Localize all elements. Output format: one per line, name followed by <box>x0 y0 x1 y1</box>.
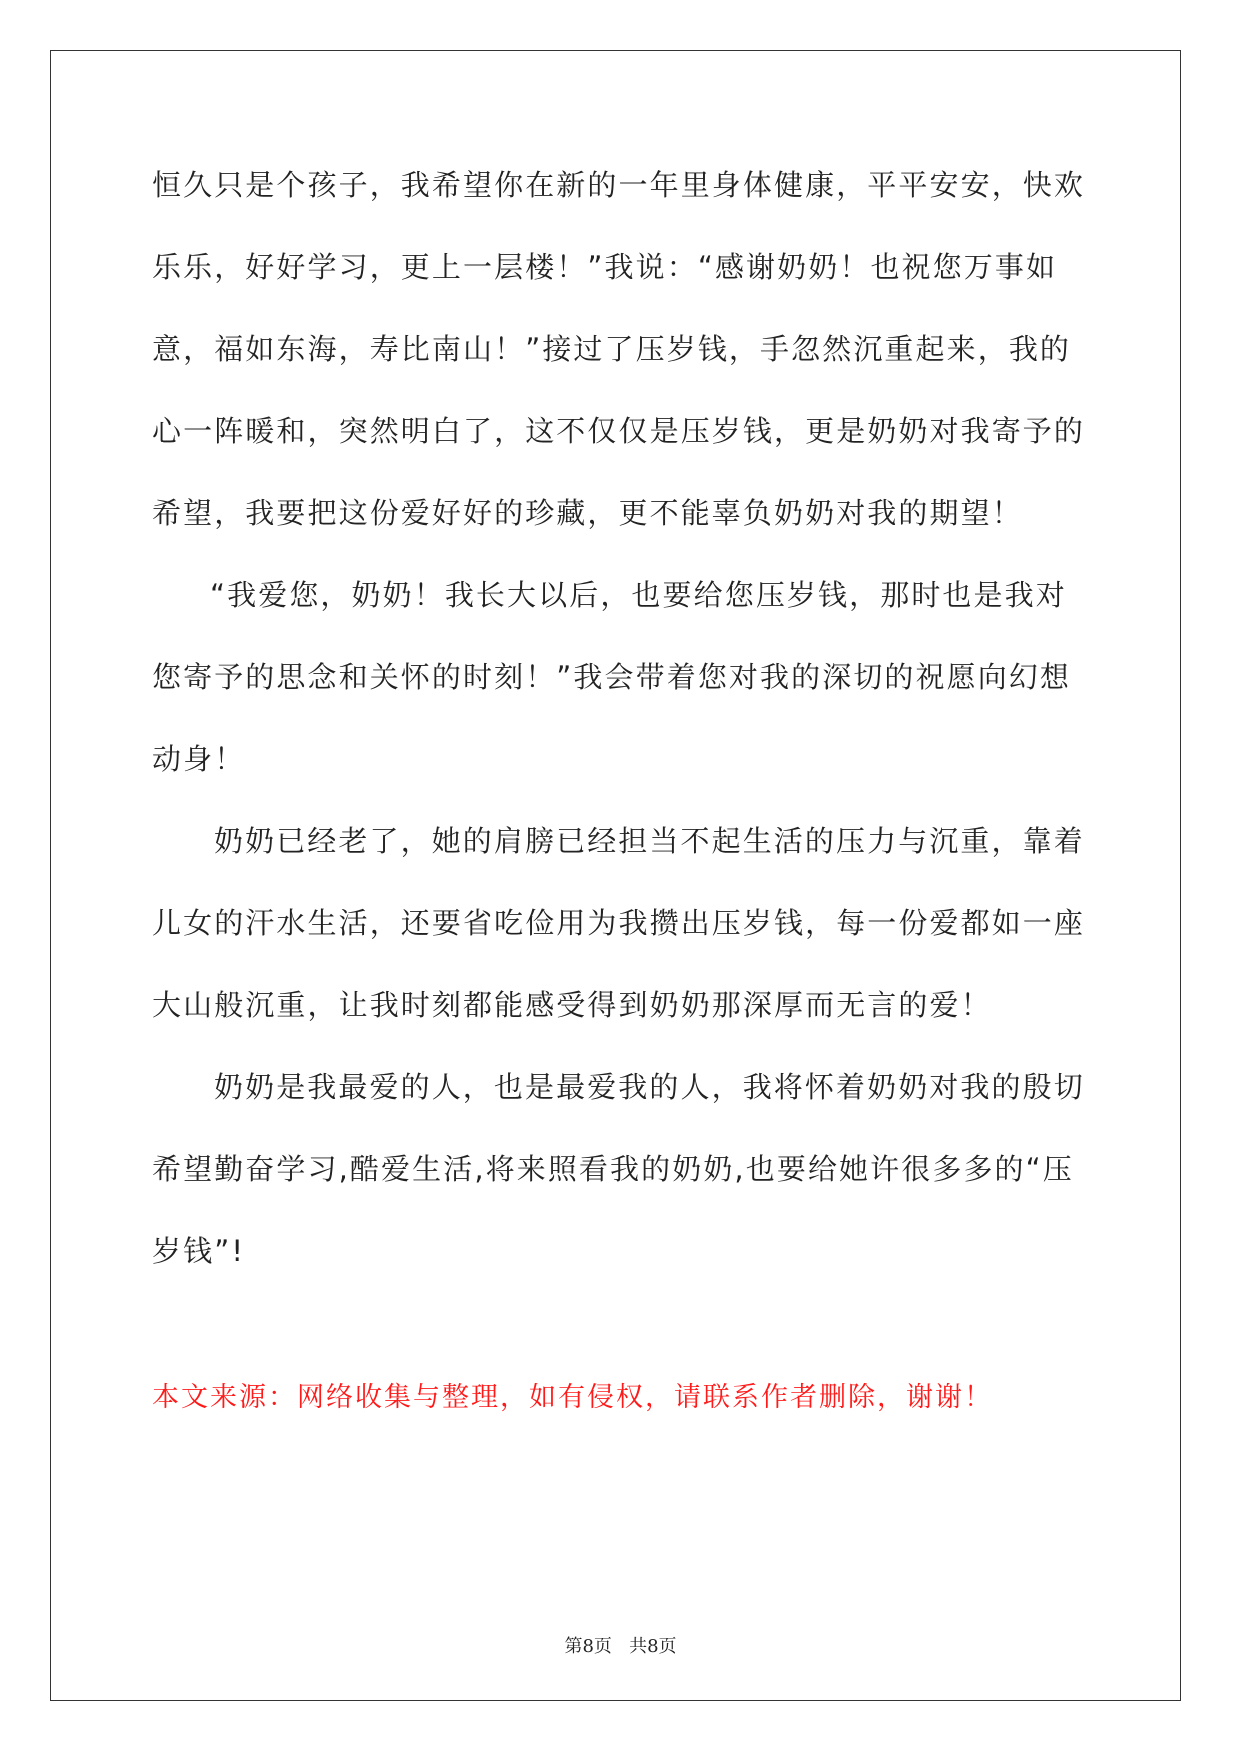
text-line: 乐乐，好好学习，更上一层楼！”我说：“感谢奶奶！也祝您万事如 <box>152 250 1058 284</box>
text-line: 奶奶是我最爱的人，也是最爱我的人，我将怀着奶奶对我的殷切 <box>214 1070 1085 1104</box>
text-line: 您寄予的思念和关怀的时刻！”我会带着您对我的深切的祝愿向幻想 <box>152 660 1072 694</box>
text-line: 希望，我要把这份爱好好的珍藏，更不能辜负奶奶对我的期望！ <box>152 496 1023 530</box>
document-body <box>152 160 1094 1308</box>
text-line: 奶奶已经老了，她的肩膀已经担当不起生活的压力与沉重，靠着 <box>214 824 1085 858</box>
text-line: 动身！ <box>152 742 246 776</box>
text-line: 儿女的汗水生活，还要省吃俭用为我攒出压岁钱，每一份爱都如一座 <box>152 906 1086 940</box>
text-line: 恒久只是个孩子，我希望你在新的一年里身体健康，平平安安，快欢 <box>152 168 1086 202</box>
text-line: 希望勤奋学习,酷爱生活,将来照看我的奶奶,也要给她许很多多的“压 <box>152 1152 1074 1186</box>
source-note: 本文来源：网络收集与整理，如有侵权，请联系作者删除，谢谢！ <box>152 1382 993 1413</box>
text-line: 意，福如东海，寿比南山！”接过了压岁钱，手忽然沉重起来，我的 <box>152 332 1072 366</box>
page-footer: 第8页 共8页 <box>564 1636 677 1657</box>
text-line: 大山般沉重，让我时刻都能感受得到奶奶那深厚而无言的爱！ <box>152 988 992 1022</box>
text-line: 岁钱”! <box>152 1234 246 1268</box>
text-line: 心一阵暖和，突然明白了，这不仅仅是压岁钱，更是奶奶对我寄予的 <box>152 414 1086 448</box>
text-line: “我爱您，奶奶！我长大以后，也要给您压岁钱，那时也是我对 <box>210 578 1067 612</box>
